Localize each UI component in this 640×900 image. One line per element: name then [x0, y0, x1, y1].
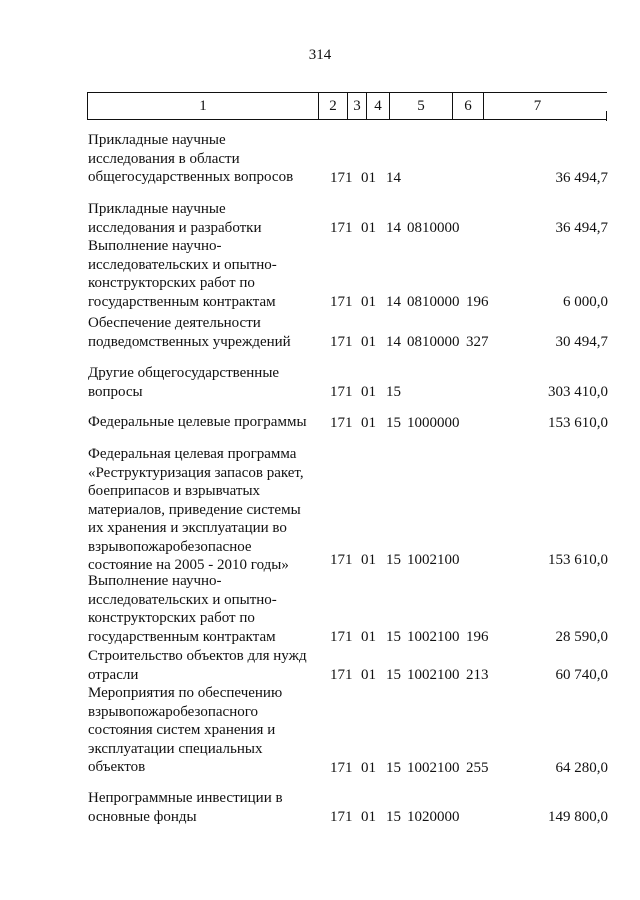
- column-header-4: 4: [367, 93, 390, 120]
- table-row: [0, 684, 640, 777]
- row-sum: 153 610,0: [548, 414, 608, 431]
- row-name: Прикладные научные исследования в области общегосударственных вопросов: [88, 132, 294, 185]
- column-header-3: 3: [348, 93, 367, 120]
- row-section: 01: [361, 551, 376, 568]
- row-ministry: 171: [330, 759, 353, 776]
- row-ministry: 171: [330, 333, 353, 350]
- row-sum: 303 410,0: [548, 383, 608, 400]
- table-row: [0, 200, 640, 237]
- row-subsection: 14: [386, 333, 401, 350]
- row-ministry: 171: [330, 293, 353, 310]
- row-target: 1002100: [407, 759, 460, 776]
- row-sum: 30 494,7: [555, 333, 608, 350]
- row-ministry: 171: [330, 551, 353, 568]
- row-ministry: 171: [330, 169, 353, 186]
- row-name: Другие общегосударственные вопросы: [88, 365, 280, 400]
- row-expense-type: 327: [466, 333, 489, 350]
- row-section: 01: [361, 414, 376, 431]
- column-header-6: 6: [453, 93, 484, 120]
- row-subsection: 15: [386, 383, 401, 400]
- row-name: Строительство объектов для нужд отрасли: [88, 648, 307, 683]
- row-section: 01: [361, 808, 376, 825]
- row-sum: 60 740,0: [555, 666, 608, 683]
- table-row: [0, 413, 640, 432]
- table-row: [0, 572, 640, 646]
- row-section: 01: [361, 169, 376, 186]
- row-sum: 6 000,0: [563, 293, 608, 310]
- column-header-1: 1: [88, 93, 319, 120]
- row-subsection: 14: [386, 293, 401, 310]
- table-row: [0, 237, 640, 311]
- table-row: [0, 445, 640, 573]
- row-sum: 36 494,7: [555, 169, 608, 186]
- row-expense-type: 196: [466, 628, 489, 645]
- row-target: 1002100: [407, 666, 460, 683]
- row-sum: 28 590,0: [555, 628, 608, 645]
- row-sum: 149 800,0: [548, 808, 608, 825]
- row-name: Обеспечение деятельности подведомственных учреждений: [88, 315, 291, 350]
- row-section: 01: [361, 628, 376, 645]
- row-section: 01: [361, 383, 376, 400]
- row-name: Федеральная целевая программа «Реструктуризация запасов ракет, боеприпасов и взрывчатых материалов, приведение системы их хранения и эксплуатации во взрывопожаробезопасное состояние на 2005 - 2010 годы»: [88, 446, 304, 573]
- row-target: 0810000: [407, 293, 460, 310]
- column-header-7: [484, 93, 608, 120]
- row-subsection: 15: [386, 414, 401, 431]
- row-name: Непрограммные инвестиции в основные фонды: [88, 790, 283, 825]
- table-row: [0, 131, 640, 187]
- row-ministry: 171: [330, 628, 353, 645]
- row-subsection: 15: [386, 551, 401, 568]
- row-subsection: 15: [386, 759, 401, 776]
- table-row: [0, 364, 640, 401]
- row-name: Выполнение научно- исследовательских и опытно- конструкторских работ по государственным контрактам: [88, 573, 277, 645]
- column-header-2: 2: [319, 93, 348, 120]
- row-ministry: 171: [330, 666, 353, 683]
- row-target: 1002100: [407, 628, 460, 645]
- row-subsection: 15: [386, 666, 401, 683]
- row-name: Федеральные целевые программы: [88, 414, 307, 430]
- row-sum: 36 494,7: [555, 219, 608, 236]
- page-number: 314: [308, 47, 332, 63]
- row-ministry: 171: [330, 808, 353, 825]
- table-row: [0, 647, 640, 684]
- row-section: 01: [361, 666, 376, 683]
- row-section: 01: [361, 759, 376, 776]
- row-subsection: 15: [386, 808, 401, 825]
- column-header-table: [87, 92, 607, 120]
- row-target: 0810000: [407, 219, 460, 236]
- table-edge-mark: [606, 111, 607, 121]
- row-name: Мероприятия по обеспечению взрывопожаробезопасного состояния систем хранения и эксплуатации специальных объектов: [88, 685, 283, 775]
- column-header-5: 5: [390, 93, 453, 120]
- table-row: [0, 314, 640, 351]
- row-expense-type: 255: [466, 759, 489, 776]
- row-sum: 64 280,0: [555, 759, 608, 776]
- row-sum: 153 610,0: [548, 551, 608, 568]
- row-ministry: 171: [330, 219, 353, 236]
- table-row: [0, 789, 640, 826]
- row-expense-type: 213: [466, 666, 489, 683]
- row-subsection: 14: [386, 219, 401, 236]
- row-expense-type: 196: [466, 293, 489, 310]
- row-section: 01: [361, 219, 376, 236]
- row-name: Выполнение научно- исследовательских и опытно- конструкторских работ по государственным контрактам: [88, 238, 277, 310]
- row-name: Прикладные научные исследования и разработки: [88, 201, 262, 236]
- row-subsection: 15: [386, 628, 401, 645]
- row-target: 1020000: [407, 808, 460, 825]
- column-header-7-label: 7: [533, 97, 542, 114]
- row-section: 01: [361, 333, 376, 350]
- column-header-row: [88, 93, 608, 120]
- row-section: 01: [361, 293, 376, 310]
- row-ministry: 171: [330, 414, 353, 431]
- row-ministry: 171: [330, 383, 353, 400]
- row-target: 0810000: [407, 333, 460, 350]
- row-subsection: 14: [386, 169, 401, 186]
- row-target: 1002100: [407, 551, 460, 568]
- row-target: 1000000: [407, 414, 460, 431]
